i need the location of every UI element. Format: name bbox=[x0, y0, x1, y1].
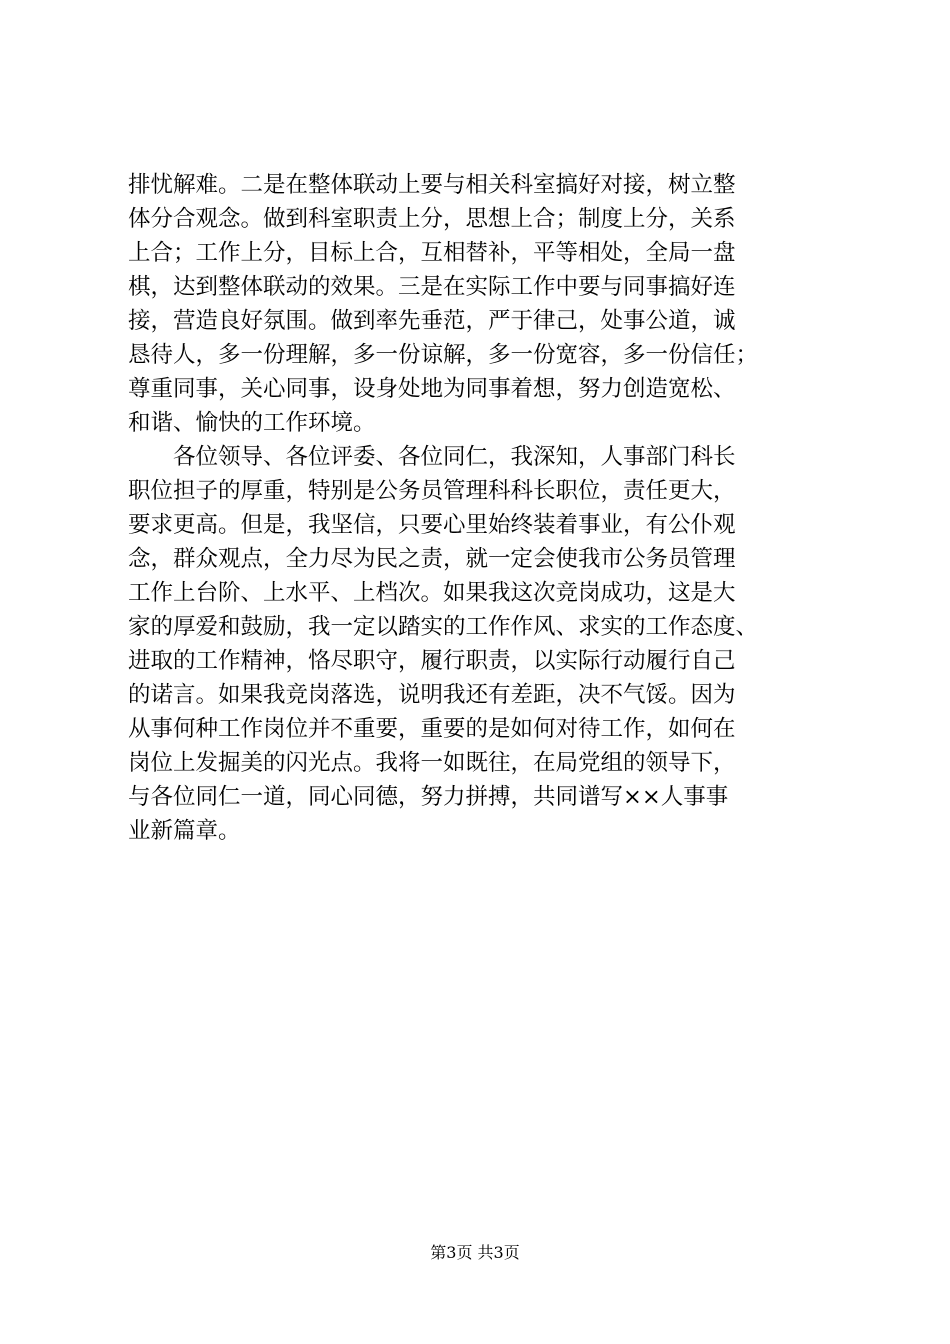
text-line: 恳待人，多一份理解，多一份谅解，多一份宽容，多一份信任； bbox=[128, 342, 759, 368]
text-line: 和谐、愉快的工作环境。 bbox=[128, 410, 376, 436]
body-text bbox=[128, 168, 848, 848]
text-line: 棋，达到整体联动的效果。三是在实际工作中要与同事搞好连 bbox=[128, 274, 736, 300]
text-line: 与各位同仁一道，同心同德，努力拼搏，共同谱写××人事事 bbox=[128, 784, 729, 810]
text-line: 进取的工作精神，恪尽职守，履行职责，以实际行动履行自己 bbox=[128, 648, 736, 674]
text-line: 排忧解难。二是在整体联动上要与相关科室搞好对接，树立整 bbox=[128, 172, 736, 198]
text-line: 体分合观念。做到科室职责上分，思想上合；制度上分，关系 bbox=[128, 206, 736, 232]
text-line: 岗位上发掘美的闪光点。我将一如既往，在局党组的领导下， bbox=[128, 750, 736, 776]
page-number-footer: 第3页 共3页 bbox=[430, 1243, 520, 1262]
text-line: 上合；工作上分，目标上合，互相替补，平等相处，全局一盘 bbox=[128, 240, 736, 266]
text-line: 接，营造良好氛围。做到率先垂范，严于律己，处事公道，诚 bbox=[128, 308, 736, 334]
text-line: 从事何种工作岗位并不重要，重要的是如何对待工作，如何在 bbox=[128, 716, 736, 742]
text-line: 职位担子的厚重，特别是公务员管理科科长职位，责任更大， bbox=[128, 478, 736, 504]
text-line: 各位领导、各位评委、各位同仁，我深知，人事部门科长 bbox=[128, 444, 736, 470]
text-line: 要求更高。但是，我坚信，只要心里始终装着事业，有公仆观 bbox=[128, 512, 736, 538]
text-line: 业新篇章。 bbox=[128, 818, 241, 844]
text-line: 工作上台阶、上水平、上档次。如果我这次竞岗成功，这是大 bbox=[128, 580, 736, 606]
text-line: 家的厚爱和鼓励，我一定以踏实的工作作风、求实的工作态度、 bbox=[128, 614, 759, 640]
text-line: 念，群众观点，全力尽为民之责，就一定会使我市公务员管理 bbox=[128, 546, 736, 572]
text-line: 的诺言。如果我竞岗落选，说明我还有差距，决不气馁。因为 bbox=[128, 682, 736, 708]
text-line: 尊重同事，关心同事，设身处地为同事着想，努力创造宽松、 bbox=[128, 376, 736, 402]
